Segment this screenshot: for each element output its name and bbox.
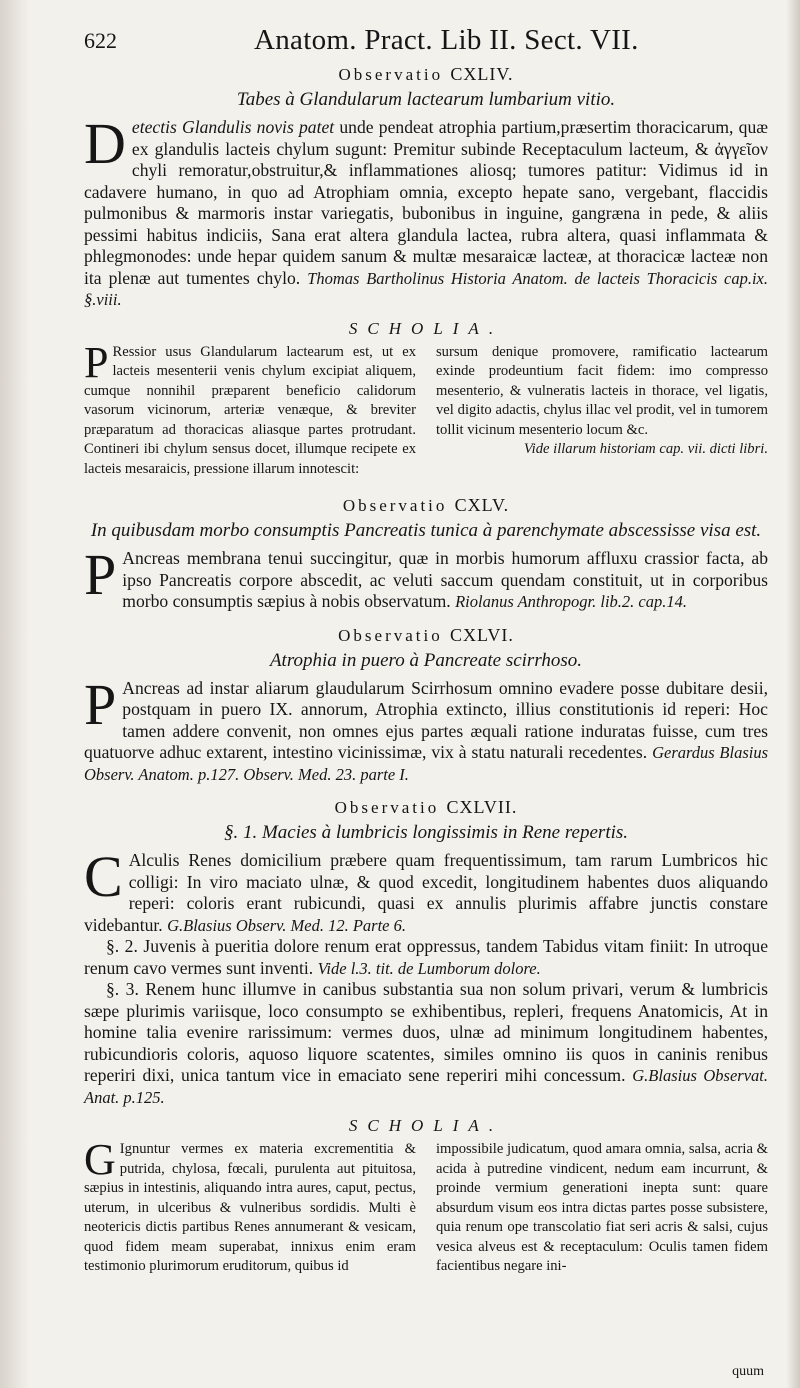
observation-heading-144 xyxy=(84,64,768,85)
drop-cap: C xyxy=(84,844,123,909)
observation-number: CXLVII. xyxy=(446,797,518,817)
scholia-right-text: sursum denique promovere, ramificatio lactearum exinde prodeuntium facit fidem: imo compresso mesenterio, & vulneratis lacteis in thorace, vel ligatis, vel digito adactis, chylus illac vel prodit, vel in tumorem tollit vicinum mesenterio locum &c. xyxy=(436,343,768,438)
observation-label: Observatio xyxy=(342,496,448,515)
scholia-left-text: Ignuntur vermes ex materia excrementitia & putrida, chylosa, fœcali, purulenta aut pituitosa, sæpius in intestinis, aliquando intra aures, caput, pectus, uterum, in ulceribus & vulneribus sordidis. Multi è neotericis dictis partibus Renes annumerant & vesicam, quod fidem meam superabat, innixus enim eram testimonio plurimorum eruditorum, quibus id xyxy=(84,1141,416,1274)
text-body: §. 2. Juvenis à pueritia dolore renum erat oppressus, tandem Tabidus vitam finiit: In utroque renum cavo vermes sunt inventi. xyxy=(84,936,768,978)
page-number: 622 xyxy=(84,28,117,53)
scholia-heading-1: SCHOLIA. xyxy=(348,318,504,338)
text-lead-italic: etectis Glandulis novis patet xyxy=(131,117,335,137)
citation: G.Blasius Observ. Med. 12. Parte 6. xyxy=(167,915,406,935)
text-body: Alculis Renes domicilium præbere quam frequentissimum, tam rarum Lumbricos hic colligi: In viro maciato ulnæ, & quod excedit, longitudinem habentes duos aliquando reperi: coloris erant rubicundi, quasi ex annulis plurimis affabre junctis constare videbantur. xyxy=(84,850,768,935)
observation-title-147: §. 1. Macies à lumbricis longissimis in Rene repertis. xyxy=(223,822,629,843)
scholia-left-text: Ressior usus Glandularum lactearum est, ut ex lacteis mesenterii venis chylum excipiat aliquem, cumque nonnihil præparent beneficio calidorum vasorum vicinorum, arteriæ venæque, & breviter præparatum ad thoracicas aliasque partes protrudant. Contineri ibi chylum sensus docet, illumque recipete ex lacteis mesaraicis, pressione illarum innotescit: xyxy=(84,343,416,477)
citation: Riolanus Anthropogr. lib.2. cap.14. xyxy=(455,592,688,611)
observation-text-147-s2 xyxy=(84,936,768,979)
observation-number: CXLIV. xyxy=(450,64,514,84)
text-body: unde pendeat atrophia partium,præsertim thoracicarum, quæ ex glandulis lacteis chylum sugunt: Premitur subinde Receptaculum lacteum, & ἀγγεῖον chyli remoratur,obstruitur,& inflammationes aliosq; tumores patitur: Vidimus id in cadavere humano, in quo ad Atrophiam omnia, excepto hepate sano, vergebant, flaccidis pulmonibus & marmoris instar variegatis, bubonibus in inguine, gangræna in pede, & aliis pessimi habitus indiciis, Sana erat altera glandula lactea, rubra altera, quasi inflammata & phlegmonodes: unde hepar quidem sanum & multæ mesaraicæ lacteæ, at thoracicæ lacteæ non ita plenæ aut tumentes chylo. xyxy=(84,117,768,288)
page-edge xyxy=(786,0,800,1388)
text-body: §. 3. Renem hunc illumve in canibus substantia sua non solum privari, verum & lumbricis sæpe plurimis variisque, loco consumpto se exhibentibus, repleri, frequens Anatomicis, At in homine talia evenire rarissimum: vermes duos, ulnæ ad minimum longitudinem habentes, rubicundioris coloris, aquoso liquore scatentes, similes omnino iis quos in caninis renibus reperiri dixi, unica tantum vice in emaciato sene reperiri mihi concessum. xyxy=(84,979,768,1085)
observation-text-147-s1 xyxy=(84,844,768,936)
observation-label: Observatio xyxy=(338,65,444,84)
observation-heading-145 xyxy=(84,495,768,516)
observation-text-144 xyxy=(84,111,768,311)
drop-cap: P xyxy=(84,337,109,387)
scholia-right-column xyxy=(436,343,768,480)
scholia-left-column xyxy=(84,1135,416,1277)
citation: G.Blasius Observat. Anat. p.125. xyxy=(84,1066,768,1107)
observation-title-145: In quibusdam morbo consumptis Pancreatis tunica à parenchymate abscessisse visa est. xyxy=(90,520,762,541)
citation: Vide l.3. tit. de Lumborum dolore. xyxy=(317,958,541,978)
observation-heading-147 xyxy=(84,797,768,818)
scholia-right-text: impossibile judicatum, quod amara omnia, salsa, acria & acida à putredine vindicent, nedum eam incurrunt, & proinde vermium generationi inepta sunt: quare absurdum visum eos intra dictas partes posse subsistere, quia renum ope transcolatio fiat seri acris & salsi, cujus vesica alveus est & receptaculum: Oculis tamen fidem facientibus negare ini- xyxy=(436,1141,768,1274)
drop-cap: G xyxy=(84,1135,116,1184)
scholia-left-column xyxy=(84,337,416,480)
scholia-columns-1 xyxy=(84,337,768,480)
catchword: quum xyxy=(732,1364,764,1379)
running-title: Anatom. Pract. Lib II. Sect. VII. xyxy=(254,24,639,56)
scholia-heading-2: SCHOLIA. xyxy=(348,1116,504,1135)
citation: Thomas Bartholinus Historia Anatom. de lacteis Thoracicis cap.ix. §.viii. xyxy=(84,268,768,309)
observation-number: CXLV. xyxy=(454,495,510,515)
running-head xyxy=(84,20,768,58)
observation-text-145 xyxy=(84,542,768,613)
observation-text-146 xyxy=(84,671,769,786)
citation: Gerardus Blasius Observ. Anatom. p.127. Observ. Med. 23. parte I. xyxy=(84,743,769,784)
scholia-right-column xyxy=(436,1140,768,1277)
observation-title-144: Tabes à Glandularum lactearum lumbarium vitio. xyxy=(236,89,616,110)
text-body: Ancreas membrana tenui succingitur, quæ in morbis humorum affluxu crassior facta, ab ipso Pancreatis corpore abscedit, ac veluti saccum quendam constituit, ut in corporibus morbo consumptis sæpius à nobis observatum. xyxy=(122,548,768,611)
scholia-columns-2 xyxy=(84,1135,768,1277)
observation-label: Observatio xyxy=(338,625,443,645)
observation-text-147-s3 xyxy=(84,979,768,1108)
observation-label: Observatio xyxy=(334,798,440,817)
drop-cap: P xyxy=(84,542,117,607)
scholia-right-reference: Vide illarum historiam cap. vii. dicti libri. xyxy=(523,441,768,457)
text-body: Ancreas ad instar aliarum glaudularum Scirrhosum omnino evadere posse dubitare desii, postquam in puero IX. annorum, Atrophia extincto, illius constitutionis id reperi: Hoc tamen addere convenit, non omnes ejus partes æquali ratione induratas fuisse, cum tres quatuorve adhuc extarent, intestino vicinissimæ, vix à statu naturali recedentes. xyxy=(84,677,768,762)
drop-cap: P xyxy=(84,671,117,737)
observation-number: CXLVI. xyxy=(450,624,514,645)
observation-title-146: Atrophia in puero à Pancreate scirrhoso. xyxy=(269,649,583,671)
drop-cap: D xyxy=(84,111,126,176)
observation-heading-146 xyxy=(84,625,768,646)
gutter-shadow xyxy=(0,0,30,1388)
